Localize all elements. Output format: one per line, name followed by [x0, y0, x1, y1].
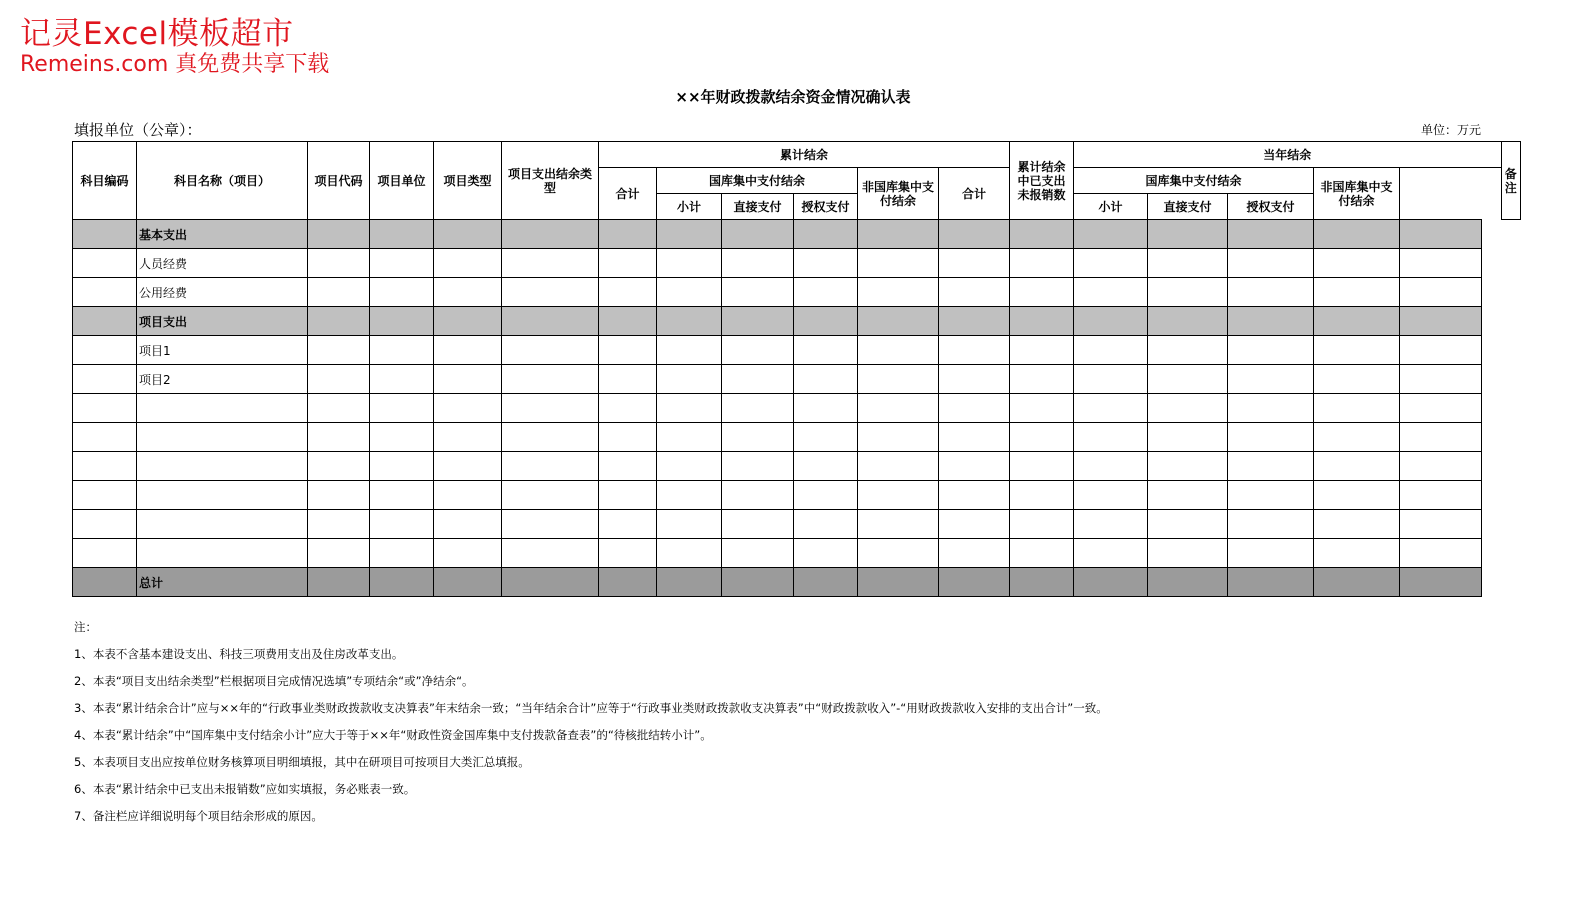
table-cell[interactable]	[794, 394, 858, 423]
table-cell[interactable]	[939, 481, 1010, 510]
balance-table	[72, 141, 1521, 597]
row-total	[73, 568, 1521, 597]
table-cell[interactable]	[370, 452, 434, 481]
table-cell[interactable]	[1314, 539, 1400, 568]
row-label-personnel[interactable]: 人员经费	[137, 249, 308, 278]
watermark-logo	[20, 18, 329, 76]
table-cell[interactable]	[308, 394, 370, 423]
table-cell[interactable]	[434, 423, 502, 452]
table-cell[interactable]	[1228, 336, 1314, 365]
table-cell[interactable]	[370, 481, 434, 510]
header-current-noncentral: 非国库集中支付结余	[1314, 168, 1400, 220]
table-cell[interactable]	[1228, 307, 1314, 336]
table-cell[interactable]	[73, 220, 137, 249]
table-cell[interactable]	[1400, 539, 1482, 568]
table-cell[interactable]	[657, 336, 722, 365]
table-cell[interactable]	[1314, 220, 1400, 249]
table-cell[interactable]	[1400, 452, 1482, 481]
table-cell[interactable]	[434, 394, 502, 423]
table-cell[interactable]	[1074, 452, 1148, 481]
table-cell[interactable]	[1010, 394, 1074, 423]
note-2: 2、本表“项目支出结余类型”栏根据项目完成情况选填”专项结余“或”净结余“。	[74, 674, 474, 688]
table-cell[interactable]	[1010, 336, 1074, 365]
row-blank	[73, 423, 1521, 452]
table-cell[interactable]	[722, 336, 794, 365]
table-cell[interactable]	[1314, 249, 1400, 278]
table-cell[interactable]	[1148, 220, 1228, 249]
table-cell[interactable]	[502, 568, 599, 597]
table-cell[interactable]	[434, 220, 502, 249]
table-cell[interactable]	[939, 568, 1010, 597]
table-cell[interactable]	[939, 510, 1010, 539]
row-blank	[73, 510, 1521, 539]
header-name: 科目名称（项目）	[137, 142, 308, 220]
table-cell[interactable]	[722, 307, 794, 336]
table-cell[interactable]	[73, 539, 137, 568]
row-label-public[interactable]: 公用经费	[137, 278, 308, 307]
table-cell[interactable]	[1010, 539, 1074, 568]
table-cell[interactable]	[308, 568, 370, 597]
note-3: 3、本表“累计结余合计”应与××年的“行政事业类财政拨款收支决算表”年末结余一致；“当年结余合计”应等于“行政事业类财政拨款收支决算表”中“财政拨款收入”-“用财政拨款收入安排的支出合计”一致。	[74, 701, 1108, 715]
table-cell[interactable]	[1074, 307, 1148, 336]
table-cell[interactable]	[794, 307, 858, 336]
table-cell[interactable]	[1400, 481, 1482, 510]
table-cell[interactable]	[1314, 278, 1400, 307]
table-cell[interactable]	[1074, 510, 1148, 539]
table-cell[interactable]	[1074, 568, 1148, 597]
page-title: ××年财政拨款结余资金情况确认表	[675, 88, 911, 106]
header-cumulative: 累计结余	[599, 142, 1010, 168]
table-cell[interactable]	[1400, 394, 1482, 423]
table-cell[interactable]	[599, 220, 657, 249]
table-cell[interactable]	[502, 307, 599, 336]
table-cell[interactable]	[722, 423, 794, 452]
table-cell[interactable]	[434, 278, 502, 307]
table-cell[interactable]	[858, 220, 939, 249]
table-cell[interactable]	[657, 510, 722, 539]
table-cell[interactable]	[1148, 452, 1228, 481]
table-cell[interactable]	[599, 365, 657, 394]
table-cell[interactable]	[502, 423, 599, 452]
table-cell[interactable]	[657, 307, 722, 336]
table-cell[interactable]	[308, 365, 370, 394]
table-cell[interactable]	[1228, 394, 1314, 423]
table-cell[interactable]	[599, 510, 657, 539]
table-cell[interactable]	[939, 365, 1010, 394]
row-blank	[73, 452, 1521, 481]
table-cell[interactable]	[722, 510, 794, 539]
table-cell[interactable]	[794, 278, 858, 307]
table-cell[interactable]	[1148, 365, 1228, 394]
table-cell[interactable]	[1010, 452, 1074, 481]
table-cell[interactable]	[1228, 249, 1314, 278]
row-project1	[73, 336, 1521, 365]
row-blank	[73, 394, 1521, 423]
header-current-central: 国库集中支付结余	[1074, 168, 1314, 194]
table-cell[interactable]	[1148, 278, 1228, 307]
table-cell[interactable]	[1010, 307, 1074, 336]
table-cell[interactable]	[794, 220, 858, 249]
table-cell[interactable]	[858, 278, 939, 307]
table-cell[interactable]	[722, 249, 794, 278]
table-cell[interactable]	[308, 336, 370, 365]
table-cell[interactable]	[657, 539, 722, 568]
table-cell[interactable]	[794, 481, 858, 510]
table-cell[interactable]	[1074, 336, 1148, 365]
note-1: 1、本表不含基本建设支出、科技三项费用支出及住房改革支出。	[74, 647, 404, 661]
table-cell[interactable]	[722, 394, 794, 423]
table-cell[interactable]	[722, 481, 794, 510]
header-cumulative-central: 国库集中支付结余	[657, 168, 858, 194]
table-cell[interactable]	[858, 481, 939, 510]
table-cell[interactable]	[599, 278, 657, 307]
table-cell[interactable]	[434, 568, 502, 597]
table-cell[interactable]	[599, 568, 657, 597]
table-cell[interactable]	[137, 481, 308, 510]
table-cell[interactable]	[858, 336, 939, 365]
notes-section	[74, 617, 1108, 833]
table-cell[interactable]	[599, 394, 657, 423]
row-personnel	[73, 249, 1521, 278]
table-cell[interactable]	[858, 539, 939, 568]
header-cumulative-direct: 直接支付	[722, 194, 794, 220]
table-cell[interactable]	[858, 249, 939, 278]
header-cumulative-subtotal: 小计	[657, 194, 722, 220]
table-cell[interactable]	[657, 249, 722, 278]
header-current-total: 合计	[939, 168, 1010, 220]
table-cell[interactable]	[308, 307, 370, 336]
table-cell[interactable]	[939, 307, 1010, 336]
table-cell[interactable]	[939, 249, 1010, 278]
table-cell[interactable]	[308, 481, 370, 510]
table-cell[interactable]	[1400, 365, 1482, 394]
table-cell[interactable]	[657, 423, 722, 452]
header-project-code: 项目代码	[308, 142, 370, 220]
table-cell[interactable]	[794, 539, 858, 568]
table-cell[interactable]	[1148, 510, 1228, 539]
table-cell[interactable]	[502, 394, 599, 423]
table-cell[interactable]	[73, 481, 137, 510]
table-cell[interactable]	[370, 220, 434, 249]
table-cell[interactable]	[722, 568, 794, 597]
table-cell[interactable]	[370, 510, 434, 539]
table-cell[interactable]	[858, 452, 939, 481]
table-cell[interactable]	[1314, 568, 1400, 597]
table-cell[interactable]	[308, 510, 370, 539]
table-cell[interactable]	[1314, 365, 1400, 394]
table-cell[interactable]	[657, 452, 722, 481]
table-cell[interactable]	[434, 365, 502, 394]
table-cell[interactable]	[502, 278, 599, 307]
table-cell[interactable]	[502, 539, 599, 568]
table-cell[interactable]	[370, 278, 434, 307]
table-cell[interactable]	[434, 539, 502, 568]
table-cell[interactable]	[722, 365, 794, 394]
table-cell[interactable]	[599, 423, 657, 452]
table-cell[interactable]	[73, 568, 137, 597]
table-cell[interactable]	[308, 249, 370, 278]
table-cell[interactable]	[308, 539, 370, 568]
table-cell[interactable]	[137, 452, 308, 481]
table-cell[interactable]	[794, 336, 858, 365]
table-cell[interactable]	[1314, 307, 1400, 336]
table-cell[interactable]	[858, 394, 939, 423]
header-cumulative-total: 合计	[599, 168, 657, 220]
row-project2	[73, 365, 1521, 394]
table-cell[interactable]	[939, 539, 1010, 568]
header-remark: 备注	[1501, 142, 1520, 220]
table-cell[interactable]	[657, 394, 722, 423]
table-cell[interactable]	[657, 220, 722, 249]
table-cell[interactable]	[599, 249, 657, 278]
table-cell[interactable]	[794, 423, 858, 452]
table-cell[interactable]	[308, 220, 370, 249]
table-cell[interactable]	[599, 336, 657, 365]
table-cell[interactable]	[794, 568, 858, 597]
table-cell[interactable]	[1074, 394, 1148, 423]
table-cell[interactable]	[502, 220, 599, 249]
table-cell[interactable]	[1228, 452, 1314, 481]
table-cell[interactable]	[370, 365, 434, 394]
table-cell[interactable]	[1400, 307, 1482, 336]
table-cell[interactable]	[1148, 249, 1228, 278]
fill-unit-label: 填报单位（公章）：	[74, 121, 202, 139]
table-cell[interactable]	[939, 423, 1010, 452]
table-cell[interactable]	[939, 220, 1010, 249]
table-cell[interactable]	[434, 307, 502, 336]
header-current-authorized: 授权支付	[1228, 194, 1314, 220]
table-cell[interactable]	[1314, 452, 1400, 481]
header-unreported: 累计结余中已支出未报销数	[1010, 142, 1074, 220]
table-cell[interactable]	[1400, 510, 1482, 539]
table-cell[interactable]	[1228, 568, 1314, 597]
table-cell[interactable]	[722, 220, 794, 249]
row-basic	[73, 220, 1521, 249]
header-cumulative-authorized: 授权支付	[794, 194, 858, 220]
table-cell[interactable]	[434, 452, 502, 481]
header-current-subtotal: 小计	[1074, 194, 1148, 220]
table-cell[interactable]	[722, 539, 794, 568]
table-cell[interactable]	[73, 249, 137, 278]
header-current: 当年结余	[1074, 142, 1501, 168]
table-cell[interactable]	[1010, 278, 1074, 307]
table-cell[interactable]	[1228, 481, 1314, 510]
table-cell[interactable]	[858, 510, 939, 539]
table-cell[interactable]	[502, 510, 599, 539]
table-cell[interactable]	[794, 249, 858, 278]
header-code: 科目编码	[73, 142, 137, 220]
table-cell[interactable]	[1228, 539, 1314, 568]
table-cell[interactable]	[1010, 568, 1074, 597]
table-cell[interactable]	[308, 278, 370, 307]
table-cell[interactable]	[794, 365, 858, 394]
table-cell[interactable]	[1228, 423, 1314, 452]
header-balance-type: 项目支出结余类型	[502, 142, 599, 220]
header-project-unit: 项目单位	[370, 142, 434, 220]
table-cell[interactable]	[1314, 423, 1400, 452]
table-cell[interactable]	[1074, 423, 1148, 452]
table-cell[interactable]	[1400, 220, 1482, 249]
table-cell[interactable]	[1074, 249, 1148, 278]
table-cell[interactable]	[308, 423, 370, 452]
table-cell[interactable]	[1228, 510, 1314, 539]
table-cell[interactable]	[858, 307, 939, 336]
table-cell[interactable]	[73, 278, 137, 307]
table-cell[interactable]	[73, 452, 137, 481]
table-cell[interactable]	[939, 278, 1010, 307]
header-cumulative-noncentral: 非国库集中支付结余	[858, 168, 939, 220]
notes-label: 注：	[74, 620, 97, 634]
table-cell[interactable]	[1074, 539, 1148, 568]
header-project-type: 项目类型	[434, 142, 502, 220]
note-6: 6、本表“累计结余中已支出未报销数”应如实填报，务必账表一致。	[74, 782, 416, 796]
row-label-total[interactable]: 总计	[137, 568, 308, 597]
table-cell[interactable]	[1148, 336, 1228, 365]
table-cell[interactable]	[1148, 568, 1228, 597]
table-cell[interactable]	[73, 394, 137, 423]
table-cell[interactable]	[1148, 539, 1228, 568]
table-cell[interactable]	[434, 336, 502, 365]
table-cell[interactable]	[657, 481, 722, 510]
table-cell[interactable]	[502, 249, 599, 278]
table-cell[interactable]	[794, 452, 858, 481]
table-cell[interactable]	[1148, 423, 1228, 452]
row-label-project1[interactable]: 项目1	[137, 336, 308, 365]
row-label-basic[interactable]: 基本支出	[137, 220, 308, 249]
table-cell[interactable]	[1148, 307, 1228, 336]
table-cell[interactable]	[502, 336, 599, 365]
watermark-line-1: 记灵Excel模板超市	[20, 16, 294, 52]
table-cell[interactable]	[1148, 481, 1228, 510]
table-cell[interactable]	[1010, 365, 1074, 394]
table-cell[interactable]	[1074, 481, 1148, 510]
table-cell[interactable]	[370, 249, 434, 278]
table-cell[interactable]	[502, 365, 599, 394]
table-cell[interactable]	[1010, 481, 1074, 510]
table-cell[interactable]	[599, 452, 657, 481]
table-cell[interactable]	[939, 394, 1010, 423]
row-blank	[73, 539, 1521, 568]
table-cell[interactable]	[657, 365, 722, 394]
table-cell[interactable]	[1074, 220, 1148, 249]
table-cell[interactable]	[1314, 481, 1400, 510]
table-cell[interactable]	[599, 307, 657, 336]
table-cell[interactable]	[1228, 220, 1314, 249]
table-cell[interactable]	[73, 336, 137, 365]
table-cell[interactable]	[434, 481, 502, 510]
table-cell[interactable]	[1314, 336, 1400, 365]
table-cell[interactable]	[308, 452, 370, 481]
table-cell[interactable]	[73, 365, 137, 394]
table-cell[interactable]	[599, 539, 657, 568]
table-cell[interactable]	[858, 568, 939, 597]
table-cell[interactable]	[794, 510, 858, 539]
table-cell[interactable]	[73, 510, 137, 539]
table-cell[interactable]	[939, 452, 1010, 481]
table-cell[interactable]	[370, 307, 434, 336]
table-cell[interactable]	[939, 336, 1010, 365]
table-cell[interactable]	[137, 510, 308, 539]
note-7: 7、备注栏应详细说明每个项目结余形成的原因。	[74, 809, 323, 823]
table-cell[interactable]	[657, 278, 722, 307]
table-cell[interactable]	[370, 539, 434, 568]
table-cell[interactable]	[434, 510, 502, 539]
table-cell[interactable]	[858, 365, 939, 394]
header-current-direct: 直接支付	[1148, 194, 1228, 220]
table-cell[interactable]	[1148, 394, 1228, 423]
table-cell[interactable]	[1074, 365, 1148, 394]
table-cell[interactable]	[1400, 568, 1482, 597]
row-label-project2[interactable]: 项目2	[137, 365, 308, 394]
table-cell[interactable]	[1400, 423, 1482, 452]
table-cell[interactable]	[502, 452, 599, 481]
table-cell[interactable]	[137, 394, 308, 423]
table-header	[73, 142, 1521, 220]
table-cell[interactable]	[370, 394, 434, 423]
row-public	[73, 278, 1521, 307]
row-label-project[interactable]: 项目支出	[137, 307, 308, 336]
unit-label: 单位：万元	[1421, 123, 1482, 137]
table-cell[interactable]	[502, 481, 599, 510]
table-cell[interactable]	[73, 423, 137, 452]
table-cell[interactable]	[722, 278, 794, 307]
table-cell[interactable]	[1228, 365, 1314, 394]
table-cell[interactable]	[1228, 278, 1314, 307]
note-4: 4、本表“累计结余”中“国库集中支付结余小计”应大于等于××年“财政性资金国库集中支付拨款备查表”的“待核批结转小计”。	[74, 728, 712, 742]
table-body	[73, 220, 1521, 597]
table-cell[interactable]	[1010, 220, 1074, 249]
table-cell[interactable]	[1074, 278, 1148, 307]
table-cell[interactable]	[1314, 394, 1400, 423]
note-5: 5、本表项目支出应按单位财务核算项目明细填报，其中在研项目可按项目大类汇总填报。	[74, 755, 530, 769]
table-cell[interactable]	[137, 539, 308, 568]
table-cell[interactable]	[370, 568, 434, 597]
row-blank	[73, 481, 1521, 510]
table-cell[interactable]	[370, 423, 434, 452]
watermark-line-2: Remeins.com 真免费共享下载	[20, 51, 330, 77]
table-cell[interactable]	[599, 481, 657, 510]
table-cell[interactable]	[1400, 278, 1482, 307]
table-cell[interactable]	[370, 336, 434, 365]
table-cell[interactable]	[73, 307, 137, 336]
row-project	[73, 307, 1521, 336]
table-cell[interactable]	[137, 423, 308, 452]
table-cell[interactable]	[722, 452, 794, 481]
table-cell[interactable]	[1314, 510, 1400, 539]
table-cell[interactable]	[1400, 249, 1482, 278]
table-cell[interactable]	[434, 249, 502, 278]
table-cell[interactable]	[1400, 336, 1482, 365]
table-cell[interactable]	[1010, 423, 1074, 452]
table-cell[interactable]	[858, 423, 939, 452]
table-cell[interactable]	[657, 568, 722, 597]
table-cell[interactable]	[1010, 510, 1074, 539]
table-cell[interactable]	[1010, 249, 1074, 278]
